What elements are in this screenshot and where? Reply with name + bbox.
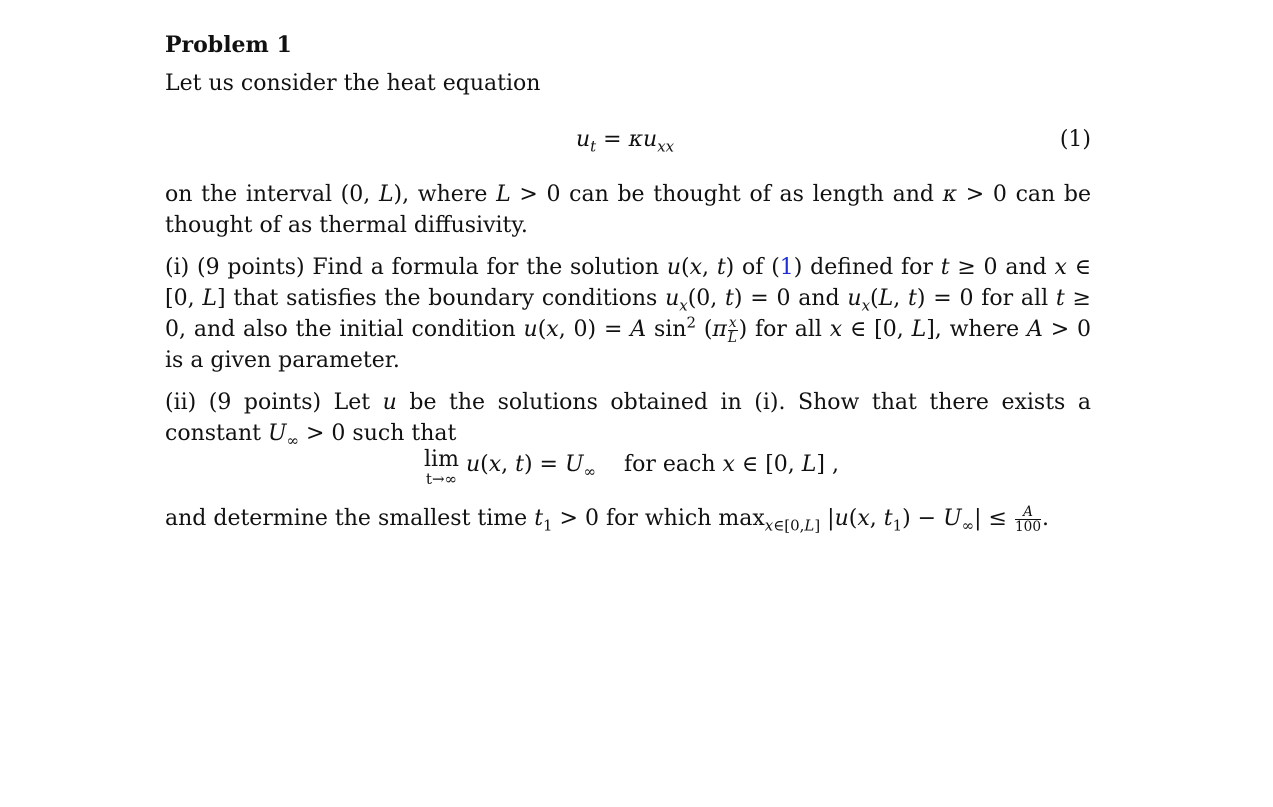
equation-number: (1) — [1059, 127, 1091, 152]
part-i-label: (i) (9 points) — [165, 255, 305, 280]
limit-equation: lim t→∞ u(x, $t) = U_\infty$ for each x ∈ [0, L] , — [424, 447, 839, 488]
part-i-paragraph: (i) (9 points) Find a formula for the solution u(x, t) of (1) defined for t ≥ 0 and x ∈ [0, L] that satisfies the boundary conditions $u_x(0$, t) = 0 and $u_x(L$, t) = 0 for all t ≥ 0, and also the initial condition u(x, 0) = A $\sin^2 (\pi$ $\frac{x}{L}$ ) for all x ∈ [0, L], where A > 0 is a given parameter. — [165, 255, 1091, 374]
interval-paragraph: on the interval (0, L), where L > 0 can be thought of as length and κ > 0 can be thought of as thermal diffusivity. — [165, 182, 1091, 238]
part-ii-paragraph: (ii) (9 points) Let u be the solutions obtained in (i). Show that there exists a constant $U_\infty > 0$ such that — [165, 390, 1091, 450]
part-ii-label: (ii) (9 points) — [165, 390, 322, 415]
final-sentence: and determine the smallest time $t_1 > 0$ for which $\max_{x\in[0,L]} |u(x$, $t_1) - U_\infty|$ ≤ $\frac{A}{100}$ . — [165, 503, 1049, 536]
limit-subscript: t→∞ — [425, 470, 458, 488]
problem-title: Problem 1 — [165, 32, 292, 58]
heat-equation: $u_t = \kappa u_{xx}$ — [576, 127, 675, 156]
equation-ref-link[interactable]: 1 — [779, 255, 794, 280]
intro-text: Let us consider the heat equation — [165, 71, 541, 96]
